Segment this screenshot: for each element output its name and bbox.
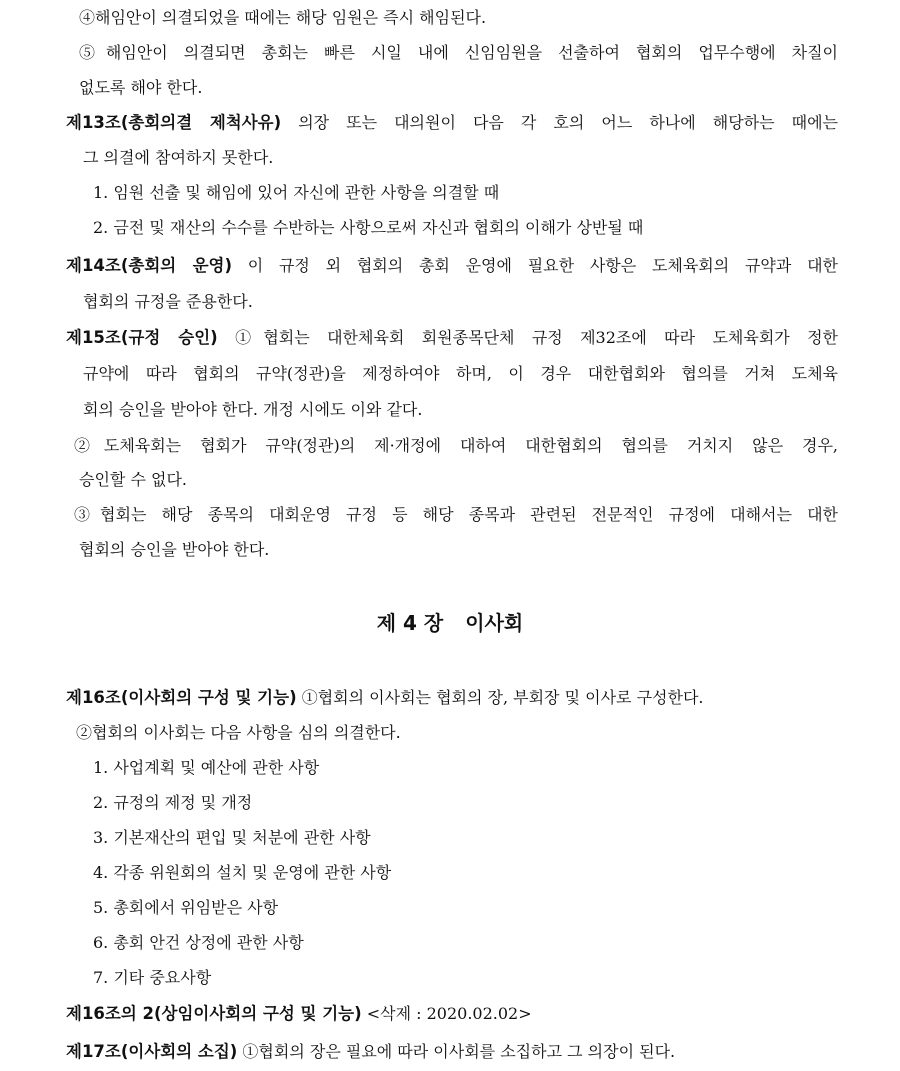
art16-line-1 xyxy=(66,686,704,710)
art17-p1: ①협회의 장은 필요에 따라 이사회를 소집하고 그 의장이 된다. xyxy=(242,1042,676,1061)
art13-item-2: 2. 금전 및 재산의 수수를 수반하는 사항으로써 자신과 협회의 이해가 상반될 때 xyxy=(93,218,644,237)
art15-p1-line-2: 규약에 따라 협회의 규약(정관)을 제정하여야 하며, 이 경우 대한협회와 협의를 거쳐 도체육 xyxy=(83,364,838,383)
art13-line-1 xyxy=(66,111,838,135)
art16-p2: ②협회의 이사회는 다음 사항을 심의 의결한다. xyxy=(76,723,401,742)
art13-item-1: 1. 임원 선출 및 해임에 있어 자신에 관한 사항을 의결할 때 xyxy=(93,183,500,202)
art16-item-1: 1. 사업계획 및 예산에 관한 사항 xyxy=(93,758,320,777)
art16-2-heading: 제16조의 2(상임이사회의 구성 및 기능) xyxy=(66,1004,362,1023)
art15-p3-line-2: 협회의 승인을 받아야 한다. xyxy=(79,540,270,559)
art14-text-2: 협회의 규정을 준용한다. xyxy=(83,292,253,311)
art16-item-7: 7. 기타 중요사항 xyxy=(93,968,212,987)
art16-p1: ①협회의 이사회는 협회의 장, 부회장 및 이사로 구성한다. xyxy=(301,688,704,707)
art16-item-5: 5. 총회에서 위임받은 사항 xyxy=(93,898,279,917)
art15-line-1 xyxy=(66,326,838,350)
art13-text-1: 의장 또는 대의원이 다음 각 호의 어느 하나에 해당하는 때에는 xyxy=(298,113,838,132)
art15-heading: 제15조(규정 승인) xyxy=(66,328,218,347)
art14-line-1 xyxy=(66,254,838,278)
art13-heading: 제13조(총회의결 제척사유) xyxy=(66,113,282,132)
chapter-4-heading xyxy=(0,608,900,638)
art17-line-1 xyxy=(66,1040,675,1064)
art16-2-line xyxy=(66,1002,532,1026)
art13-text-2: 그 의결에 참여하지 못한다. xyxy=(83,148,274,167)
art16-item-3: 3. 기본재산의 편입 및 처분에 관한 사항 xyxy=(93,828,371,847)
art16-item-2: 2. 규정의 제정 및 개정 xyxy=(93,793,253,812)
art15-p1-line-1: ①협회는 대한체육회 회원종목단체 규정 제32조에 따라 도체육회가 정한 xyxy=(235,328,839,347)
art16-heading: 제16조(이사회의 구성 및 기능) xyxy=(66,688,297,707)
art16-item-6: 6. 총회 안건 상정에 관한 사항 xyxy=(93,933,304,952)
art12-paragraph-4: ④해임안이 의결되었을 때에는 해당 임원은 즉시 해임된다. xyxy=(79,8,487,27)
art15-p3-line-1: ③협회는 해당 종목의 대회운영 규정 등 해당 종목과 관련된 전문적인 규정에 대해서는 대한 xyxy=(74,505,838,524)
art15-p1-line-3: 회의 승인을 받아야 한다. 개정 시에도 이와 같다. xyxy=(83,400,423,419)
art16-2-deleted-note: <삭제 : 2020.02.02> xyxy=(366,1004,532,1023)
chapter-title: 이사회 xyxy=(465,611,524,635)
art12-paragraph-5-line-1: ⑤해임안이 의결되면 총회는 빠른 시일 내에 신임임원을 선출하여 협회의 업무수행에 차질이 xyxy=(79,43,838,62)
art15-p2-line-2: 승인할 수 없다. xyxy=(79,470,187,489)
chapter-number: 제 4 장 xyxy=(376,611,444,635)
art16-item-4: 4. 각종 위원회의 설치 및 운영에 관한 사항 xyxy=(93,863,392,882)
art14-text-1: 이 규정 외 협회의 총회 운영에 필요한 사항은 도체육회의 규약과 대한 xyxy=(247,256,838,275)
art12-paragraph-5-line-2: 없도록 해야 한다. xyxy=(79,78,203,97)
art14-heading: 제14조(총회의 운영) xyxy=(66,256,233,275)
art17-heading: 제17조(이사회의 소집) xyxy=(66,1042,238,1061)
art15-p2-line-1: ②도체육회는 협회가 규약(정관)의 제·개정에 대하여 대한협회의 협의를 거치지 않은 경우, xyxy=(74,436,838,455)
